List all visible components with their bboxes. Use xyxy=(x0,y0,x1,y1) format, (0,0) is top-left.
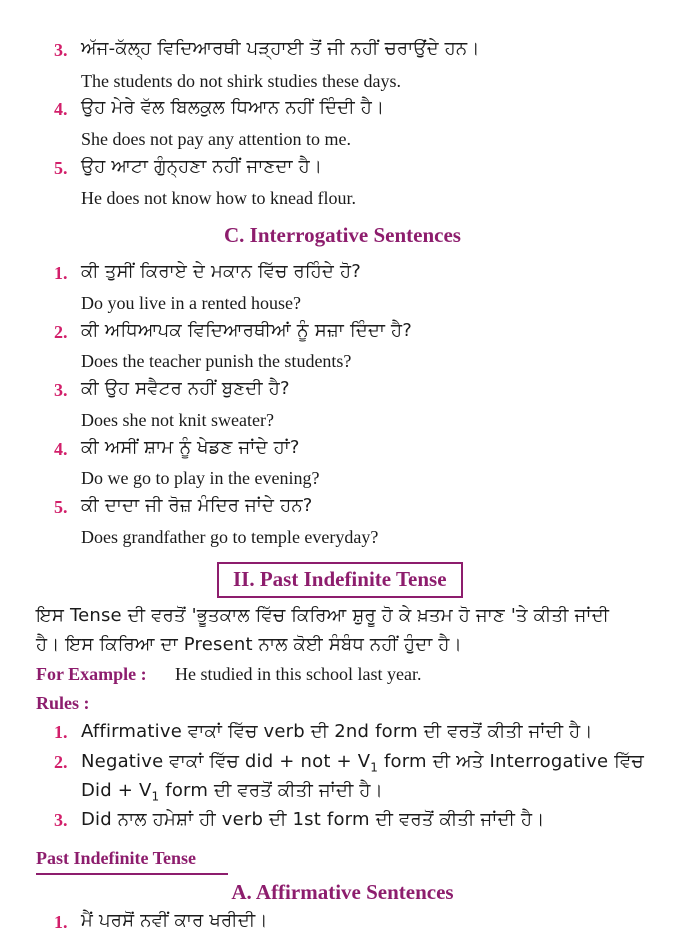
english-sentence: He does not know how to knead flour. xyxy=(81,188,356,208)
intro-line-2: ਹੈ। ਇਸ ਕਿਰਿਆ ਦਾ Present ਨਾਲ ਕੋਈ ਸੰਬੰਧ ਨਹੀਂ ਹੁੰਦਾ ਹੈ। xyxy=(36,634,462,655)
rule-2-text-b: form ਦੀ ਅਤੇ Interrogative ਵਿੱਚ xyxy=(378,751,644,772)
rule-number: 2. xyxy=(54,752,68,772)
punjabi-sentence: ਮੈਂ ਪਰਸੋਂ ਨਵੀਂ ਕਾਰ ਖਰੀਦੀ। xyxy=(81,910,268,931)
rule-2-text-d: form ਦੀ ਵਰਤੋਂ ਕੀਤੀ ਜਾਂਦੀ ਹੈ। xyxy=(159,780,383,801)
item-number: 3. xyxy=(54,380,68,400)
rule-number: 1. xyxy=(54,722,68,742)
example-label: For Example : xyxy=(36,664,147,684)
subscript: 1 xyxy=(151,789,160,804)
english-sentence: Do we go to play in the evening? xyxy=(81,468,320,488)
english-sentence: Does she not knit sweater? xyxy=(81,410,274,430)
english-sentence: The students do not shirk studies these days. xyxy=(81,71,401,91)
punjabi-sentence: ਕੀ ਅਧਿਆਪਕ ਵਿਦਿਆਰਥੀਆਂ ਨੂੰ ਸਜ਼ਾ ਦਿੰਦਾ ਹੈ? xyxy=(81,320,413,341)
punjabi-sentence: ਕੀ ਤੁਸੀਂ ਕਿਰਾਏ ਦੇ ਮਕਾਨ ਵਿੱਚ ਰਹਿੰਦੇ ਹੋ? xyxy=(81,261,361,282)
item-number: 5. xyxy=(54,158,68,178)
punjabi-sentence: ਕੀ ਅਸੀਂ ਸ਼ਾਮ ਨੂੰ ਖੇਡਣ ਜਾਂਦੇ ਹਾਂ? xyxy=(81,437,300,458)
example-text: He studied in this school last year. xyxy=(175,664,422,684)
rule-3: Did ਨਾਲ ਹਮੇਸ਼ਾਂ ਹੀ verb ਦੀ 1st form ਦੀ ਵਰਤੋਂ ਕੀਤੀ ਜਾਂਦੀ ਹੈ। xyxy=(81,809,545,830)
punjabi-sentence: ਉਹ ਆਟਾ ਗੁੰਨ੍ਹਣਾ ਨਹੀਂ ਜਾਣਦਾ ਹੈ। xyxy=(81,156,323,177)
item-number: 3. xyxy=(54,40,68,60)
section-title-underline xyxy=(36,873,228,875)
past-tense-heading: II. Past Indefinite Tense xyxy=(217,562,463,598)
affirmative-heading: A. Affirmative Sentences xyxy=(231,880,454,904)
english-sentence: Does the teacher punish the students? xyxy=(81,351,352,371)
rule-2-line-1 xyxy=(81,751,644,775)
item-number: 4. xyxy=(54,439,68,459)
interrogative-heading: C. Interrogative Sentences xyxy=(224,223,461,247)
item-number: 2. xyxy=(54,322,68,342)
item-number: 4. xyxy=(54,99,68,119)
intro-line-1: ਇਸ Tense ਦੀ ਵਰਤੋਂ 'ਭੂਤਕਾਲ ਵਿੱਚ ਕਿਰਿਆ ਸ਼ੁਰੂ ਹੋ ਕੇ ਖ਼ਤਮ ਹੋ ਜਾਣ 'ਤੇ ਕੀਤੀ ਜਾਂਦੀ xyxy=(36,605,610,626)
item-number: 5. xyxy=(54,497,68,517)
rule-2-text-a: Negative ਵਾਕਾਂ ਵਿੱਚ did + not + V xyxy=(81,751,371,772)
rule-2-line-2 xyxy=(81,780,383,804)
punjabi-sentence: ਅੱਜ-ਕੱਲ੍ਹ ਵਿਦਿਆਰਥੀ ਪੜ੍ਹਾਈ ਤੋਂ ਜੀ ਨਹੀਂ ਚਰਾਉਂਦੇ ਹਨ। xyxy=(81,38,480,59)
english-sentence: Does grandfather go to temple everyday? xyxy=(81,527,379,547)
section-title: Past Indefinite Tense xyxy=(36,848,197,868)
punjabi-sentence: ਉਹ ਮੇਰੇ ਵੱਲ ਬਿਲਕੁਲ ਧਿਆਨ ਨਹੀਂ ਦਿੰਦੀ ਹੈ। xyxy=(81,97,385,118)
english-sentence: She does not pay any attention to me. xyxy=(81,129,351,149)
item-number: 1. xyxy=(54,912,68,932)
rule-1: Affirmative ਵਾਕਾਂ ਵਿੱਚ verb ਦੀ 2nd form ਦੀ ਵਰਤੋਂ ਕੀਤੀ ਜਾਂਦੀ ਹੈ। xyxy=(81,721,593,742)
rules-label: Rules : xyxy=(36,693,90,713)
item-number: 1. xyxy=(54,263,68,283)
punjabi-sentence: ਕੀ ਉਹ ਸਵੈਟਰ ਨਹੀਂ ਬੁਣਦੀ ਹੈ? xyxy=(81,378,290,399)
rule-2-text-c: Did + V xyxy=(81,780,152,801)
english-sentence: Do you live in a rented house? xyxy=(81,293,301,313)
subscript: 1 xyxy=(370,760,379,775)
punjabi-sentence: ਕੀ ਦਾਦਾ ਜੀ ਰੋਜ਼ ਮੰਦਿਰ ਜਾਂਦੇ ਹਨ? xyxy=(81,495,313,516)
rule-number: 3. xyxy=(54,810,68,830)
